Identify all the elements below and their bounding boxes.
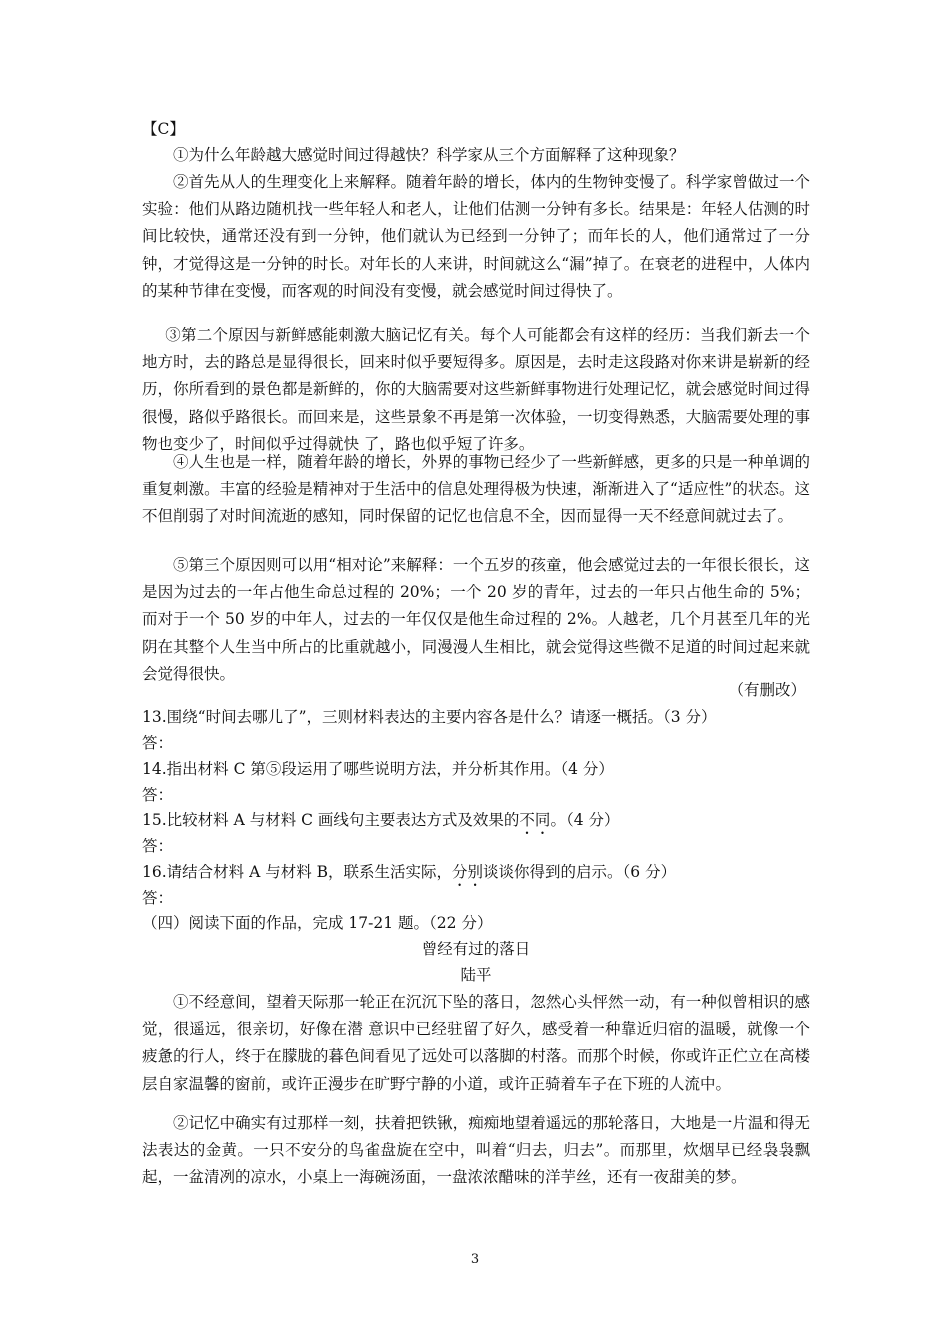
section-four-instruction: （四）阅读下面的作品，完成 17-21 题。（22 分）: [142, 914, 493, 932]
question-16-emphasis: 分别: [452, 863, 484, 881]
article-paragraph-1: ①不经意间，望着天际那一轮正在沉沉下坠的落日，忽然心头怦然一动，有一种似曾相识的感觉，很遥远，很亲切，好像在潜 意识中已经驻留了好久，感受着一种靠近归宿的温暖，就像一个疲惫的行人，终于在朦胧的暮色间看见了远处可以落脚的村落。而那个时候，你或许正伫立在高楼层自家温馨的窗前，或许正漫步在旷野宁静的小道，或许正骑着车子在下班的人流中。: [142, 993, 810, 1093]
answer-label-13: 答：: [142, 734, 174, 752]
article-title: 曾经有过的落日: [421, 940, 531, 958]
article-paragraph-2: ②记忆中确实有过那样一刻，扶着把铁锹，痴痴地望着遥远的那轮落日，大地是一片温和得无法表达的金黄。一只不安分的鸟雀盘旋在空中，叫着“归去，归去”。而那里，炊烟早已经袅袅飘起，一盆清冽的凉水，小桌上一海碗汤面，一盘浓浓醋味的洋芋丝，还有一夜甜美的梦。: [142, 1114, 810, 1187]
question-13: 13.围绕“时间去哪儿了”，三则材料表达的主要内容各是什么？请逐一概括。（3 分）: [142, 708, 717, 726]
question-14: 14.指出材料 C 第⑤段运用了哪些说明方法，并分析其作用。（4 分）: [142, 760, 614, 778]
question-16-text: 16.请结合材料 A 与材料 B，联系生活实际，: [142, 863, 453, 881]
abridged-note: （有删改）: [728, 681, 806, 699]
article-author: 陆平: [460, 966, 492, 984]
answer-label-14: 答：: [142, 786, 174, 804]
question-15-text: 15.比较材料 A 与材料 C 画线句主要表达方式及效果的: [142, 811, 520, 829]
question-15-score: 。（4 分）: [550, 811, 620, 829]
question-16-score: 谈谈你得到的启示。（6 分）: [483, 863, 677, 881]
answer-label-15: 答：: [142, 837, 174, 855]
section-c-paragraph-4: ④人生也是一样，随着年龄的增长，外界的事物已经少了一些新鲜感，更多的只是一种单调的重复刺激。丰富的经验是精神对于生活中的信息处理得极为快速，渐渐进入了“适应性”的状态。这不但削弱了对时间流逝的感知，同时保留的记忆也信息不全，因而显得一天不经意间就过去了。: [142, 453, 810, 526]
section-c-heading: 【C】: [142, 120, 185, 138]
answer-label-16: 答：: [142, 889, 174, 907]
section-c-paragraph-2: ②首先从人的生理变化上来解释。随着年龄的增长，体内的生物钟变慢了。科学家曾做过一个实验：他们从路边随机找一些年轻人和老人，让他们估测一分钟有多长。结果是：年轻人估测的时间比较快，通常还没有到一分钟，他们就认为已经到一分钟了；而年长的人，他们通常过了一分钟，才觉得这是一分钟的时长。对年长的人来讲，时间就这么“漏”掉了。在衰老的进程中，人体内的某种节律在变慢，而客观的时间没有变慢，就会感觉时间过得快了。: [142, 173, 810, 300]
question-15-emphasis: 不同: [519, 811, 551, 829]
section-c-paragraph-3: ③第二个原因与新鲜感能刺激大脑记忆有关。每个人可能都会有这样的经历：当我们新去一个地方时，去的路总是显得很长，回来时似乎要短得多。原因是，去时走这段路对你来讲是崭新的经历，你所看到的景色都是新鲜的，你的大脑需要对这些新鲜事物进行处理记忆，就会感觉时间过得很慢，路似乎路很长。而回来是，这些景象不再是第一次体验，一切变得熟悉，大脑需要处理的事物也变少了，时间似乎过得就快 了，路也似乎短了许多。: [142, 326, 810, 453]
section-c-paragraph-1: ①为什么年龄越大感觉时间过得越快？科学家从三个方面解释了这种现象？: [173, 146, 685, 164]
section-c-paragraph-5: ⑤第三个原因则可以用“相对论”来解释：一个五岁的孩童，他会感觉过去的一年很长很长，这是因为过去的一年占他生命总过程的 20%；一个 20 岁的青年，过去的一年只占他生命的 5%；而对于一个 50 岁的中年人，过去的一年仅仅是他生命过程的 2%。人越老，几个月甚至几年的光阴在其整个人生当中所占的比重就越小，同漫漫人生相比，就会觉得这些微不足道的时间过起来就会觉得很快。: [142, 556, 810, 683]
page-number: 3: [470, 1252, 480, 1267]
